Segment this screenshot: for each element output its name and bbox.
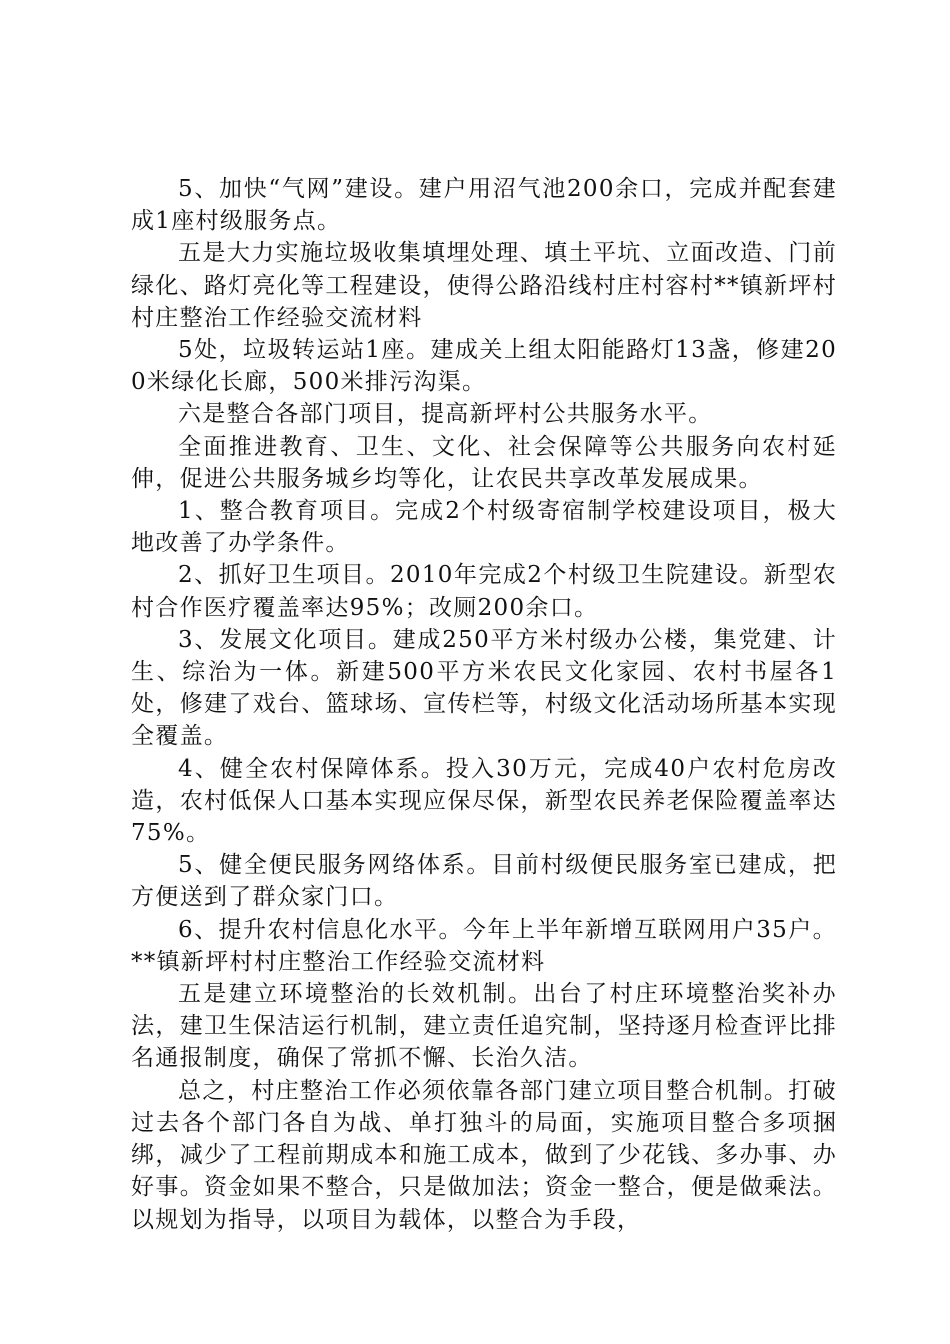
paragraph-garbage-collection: 五是大力实施垃圾收集填埋处理、填土平坑、立面改造、门前绿化、路灯亮化等工程建设，使得公路沿线村庄村容村**镇新坪村村庄整治工作经验交流材料 [131, 240, 837, 331]
document-body [131, 173, 837, 1236]
paragraph-social-security: 4、健全农村保障体系。投入30万元，完成40户农村危房改造，农村低保人口基本实现应保尽保，新型农民养老保险覆盖率达75%。 [131, 755, 837, 847]
paragraph-transfer-station: 5处，垃圾转运站1座。建成关上组太阳能路灯13盏，修建200米绿化长廊，500米排污沟渠。 [131, 337, 837, 396]
paragraph-convenience-service: 5、健全便民服务网络体系。目前村级便民服务室已建成，把方便送到了群众家门口。 [131, 852, 837, 911]
paragraph-long-term-mechanism: 五是建立环境整治的长效机制。出台了村庄环境整治奖补办法，建卫生保洁运行机制，建立责任追究制，坚持逐月检查评比排名通报制度，确保了常抓不懈、长治久洁。 [131, 981, 837, 1072]
paragraph-culture: 3、发展文化项目。建成250平方米村级办公楼，集党建、计生、综治为一体。新建500平方米农民文化家园、农村书屋各1处，修建了戏台、篮球场、宣传栏等，村级文化活动场所基本实现全覆盖。 [131, 626, 837, 750]
paragraph-public-service-heading: 六是整合各部门项目，提高新坪村公共服务水平。 [178, 401, 713, 428]
paragraph-informatization: 6、提升农村信息化水平。今年上半年新增互联网用户35户。**镇新坪村村庄整治工作经验交流材料 [131, 916, 837, 975]
paragraph-summary: 总之，村庄整治工作必须依靠各部门建立项目整合机制。打破过去各个部门各自为战、单打独斗的局面，实施项目整合多项捆绑，减少了工程前期成本和施工成本，做到了少花钱、多办事、办好事。资金如果不整合，只是做加法；资金一整合，便是做乘法。以规划为指导，以项目为载体，以整合为手段， [131, 1077, 837, 1233]
paragraph-education: 1、整合教育项目。完成2个村级寄宿制学校建设项目，极大地改善了办学条件。 [131, 498, 837, 557]
paragraph-public-service: 全面推进教育、卫生、文化、社会保障等公共服务向农村延伸，促进公共服务城乡均等化，让农民共享改革发展成果。 [131, 433, 837, 492]
paragraph-health: 2、抓好卫生项目。2010年完成2个村级卫生院建设。新型农村合作医疗覆盖率达95%；改厕200余口。 [131, 562, 837, 621]
paragraph-biogas: 5、加快“气网”建设。建户用沼气池200余口，完成并配套建成1座村级服务点。 [131, 176, 837, 235]
